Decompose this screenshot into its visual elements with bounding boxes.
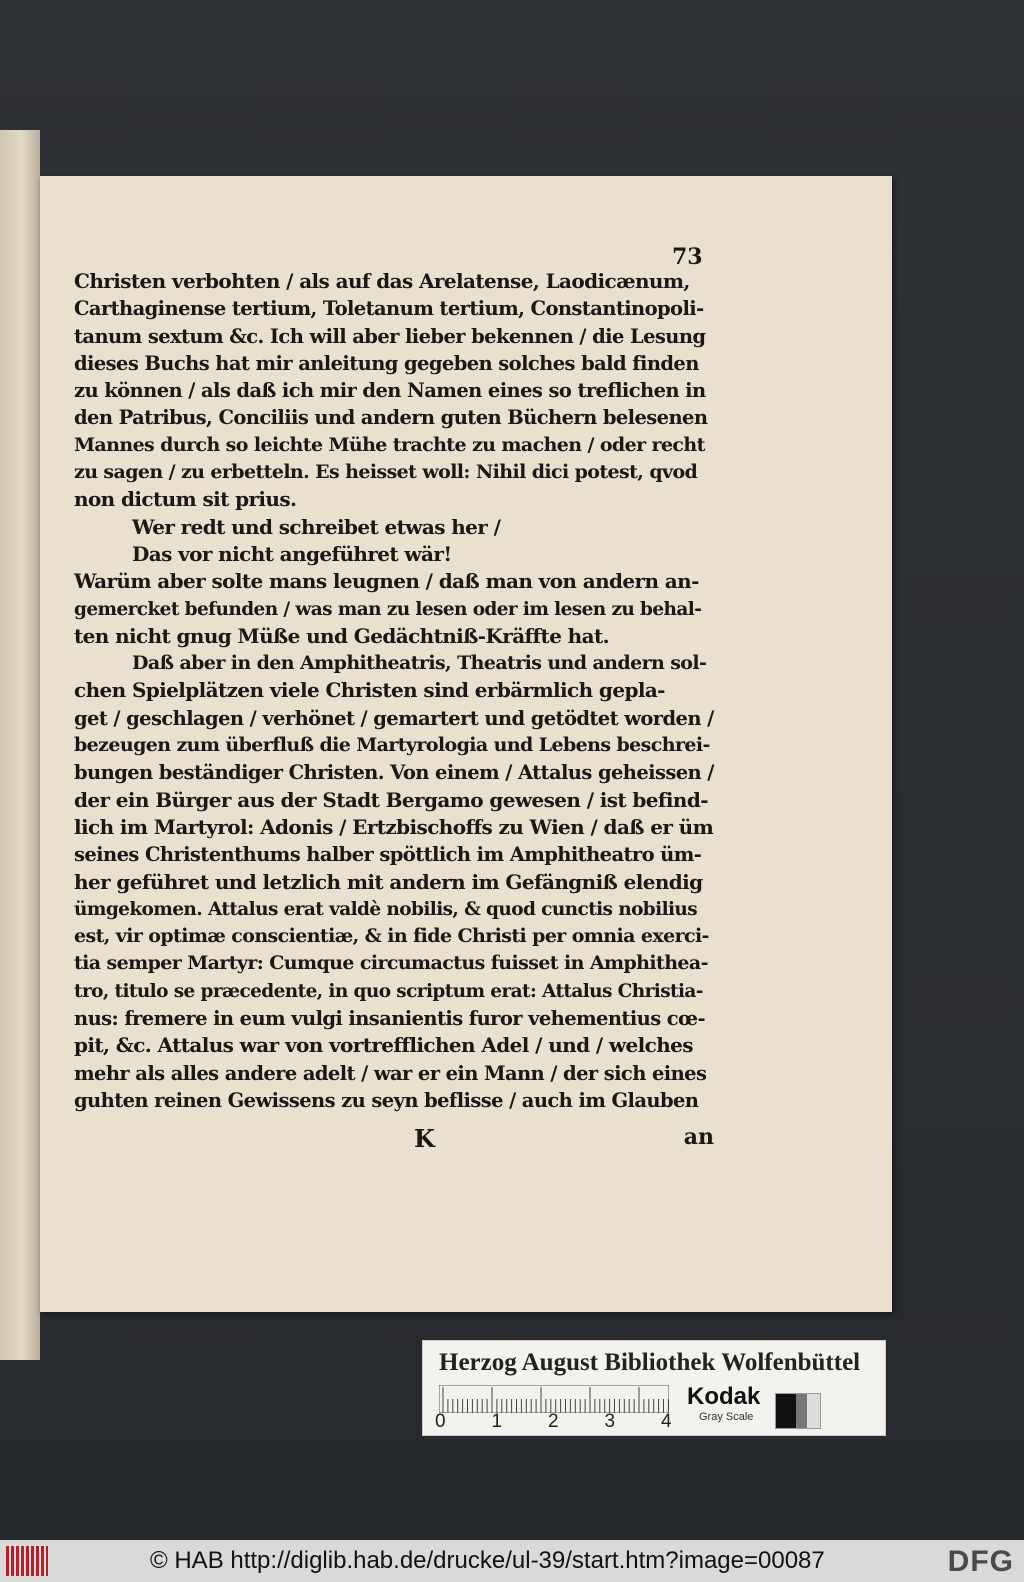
ruler-number: 3: [604, 1411, 616, 1432]
text-line: Das vor nicht angeführet wär!: [132, 541, 452, 566]
text-line: lich im Martyrol: Adonis / Ertzbischoffs zu Wien / daß er üm: [74, 814, 714, 839]
text-line: est, vir optimæ conscientiæ, & in fide Christi per omnia exerci-: [74, 925, 709, 948]
text-line: Warüm aber solte mans leugnen / daß man von andern an-: [74, 569, 699, 594]
signature-mark: K: [414, 1124, 435, 1153]
barcode-icon: [6, 1546, 48, 1576]
page-number: 73: [672, 244, 703, 270]
text-line: der ein Bürger aus der Stadt Bergamo gewesen / ist befind-: [74, 787, 708, 812]
text-line: zu sagen / zu erbetteln. Es heisset woll: Nihil dici potest, qvod: [74, 461, 698, 484]
ruler-number: 2: [548, 1411, 559, 1432]
color-target-card: [422, 1340, 886, 1436]
text-line: Daß aber in den Amphitheatris, Theatris und andern sol-: [132, 652, 707, 675]
page-footer-row: [74, 1124, 714, 1154]
text-line: pit, &c. Attalus war von vortrefflichen Adel / und / welches: [74, 1033, 693, 1058]
ruler-numbers: [435, 1411, 675, 1433]
ruler-number: 4: [661, 1411, 672, 1432]
text-line: non dictum sit prius.: [74, 487, 297, 512]
text-line: gemercket befunden / was man zu lesen oder im lesen zu behal-: [74, 598, 702, 620]
text-line: bungen beständiger Christen. Von einem / Attalus geheissen /: [74, 761, 714, 785]
text-line: chen Spielplätzen viele Christen sind erbärmlich gepla-: [74, 678, 665, 703]
text-line: guhten reinen Gewissens zu seyn beflisse / auch im Glauben: [74, 1088, 699, 1112]
text-line: ümgekomen. Attalus erat valdè nobilis, & quod cunctis nobilius: [74, 898, 698, 920]
kodak-logo: Kodak: [687, 1383, 761, 1410]
text-line: den Patribus, Conciliis und andern guten Büchern belesenen: [74, 406, 708, 430]
ruler-scale: [439, 1385, 669, 1413]
text-line: mehr als alles andere adelt / war er ein Mann / der sich eines: [74, 1061, 707, 1085]
text-line: seines Christenthums halber spöttlich im Amphitheatro üm-: [74, 843, 702, 867]
ruler-number: 0: [435, 1411, 446, 1432]
text-line: Christen verbohten / als auf das Arelatense, Laodicænum,: [74, 269, 690, 293]
text-line: Carthaginense tertium, Toletanum tertium, Constantinopoli-: [74, 297, 704, 321]
previous-page-edge: [0, 130, 40, 1360]
text-line: tia semper Martyr: Cumque circumactus fuisset in Amphithea-: [74, 952, 708, 975]
footer-bar: [0, 1540, 1024, 1582]
ruler-number: 1: [491, 1411, 503, 1432]
page-text: [74, 268, 714, 1114]
text-line: Wer redt und schreibet etwas her /: [132, 514, 501, 539]
text-line: nus: fremere in eum vulgi insanientis furor vehementius cœ-: [74, 1007, 705, 1031]
text-line: dieses Buchs hat mir anleitung gegeben solches bald finden: [74, 351, 699, 375]
gray-scale-label: Gray Scale: [699, 1411, 754, 1423]
text-line: Mannes durch so leichte Mühe trachte zu machen / oder recht: [74, 433, 705, 456]
text-line: tro, titulo se præcedente, in quo scriptum erat: Attalus Christia-: [74, 980, 703, 1002]
text-line: ten nicht gnug Müße und Gedächtniß-Kräffte hat.: [74, 623, 609, 648]
catchword: an: [683, 1124, 714, 1150]
text-line: get / geschlagen / verhönet / gemartert und getödtet worden /: [74, 706, 714, 730]
text-line: zu können / als daß ich mir den Namen eines so treflichen in: [74, 379, 706, 403]
text-line: bezeugen zum überfluß die Martyrologia und Lebens beschrei-: [74, 734, 710, 757]
text-line: tanum sextum &c. Ich will aber lieber bekennen / die Lesung: [74, 324, 706, 348]
dfg-logo: DFG: [947, 1545, 1014, 1578]
gray-scale-patch: [775, 1393, 821, 1429]
text-line: her geführet und letzlich mit andern im Gefängniß elendig: [74, 869, 703, 894]
copyright-url: © HAB http://diglib.hab.de/drucke/ul-39/start.htm?image=00087: [150, 1547, 825, 1574]
library-name: Herzog August Bibliothek Wolfenbüttel: [439, 1349, 861, 1376]
